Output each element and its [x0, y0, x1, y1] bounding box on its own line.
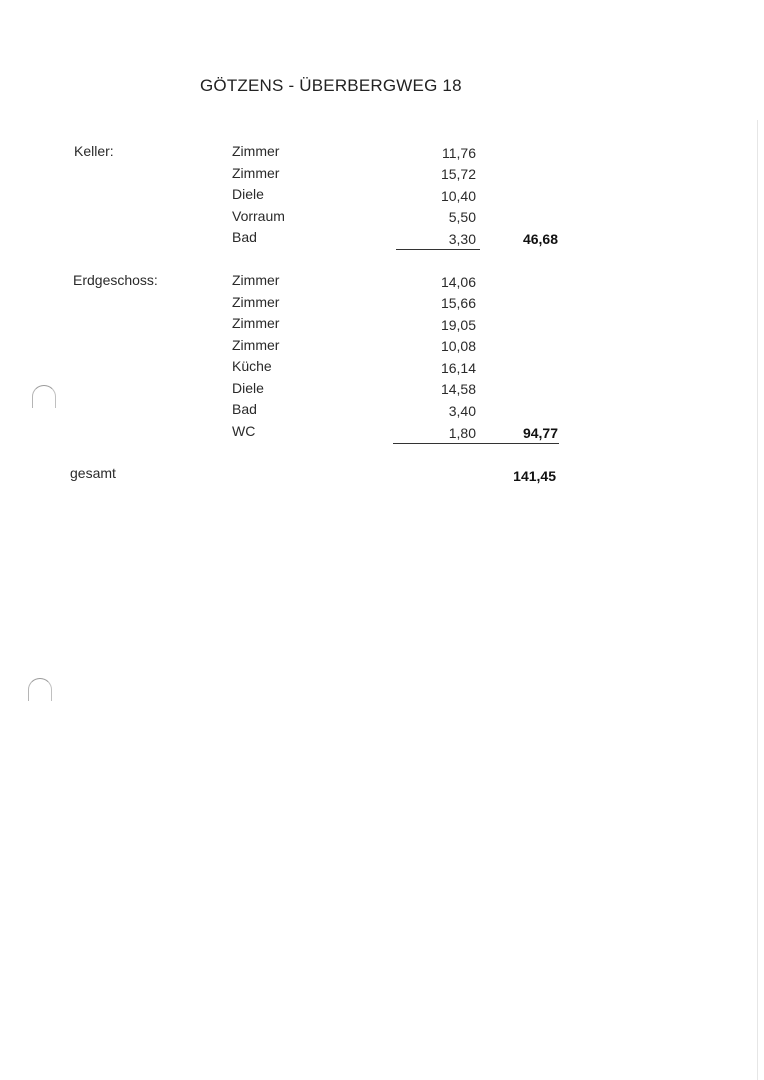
room-area: 10,08 [440, 338, 476, 354]
room-area: 5,50 [448, 209, 476, 225]
room-name: Diele [232, 380, 264, 396]
room-area: 1,80 [448, 425, 476, 441]
room-name: Zimmer [232, 165, 280, 181]
room-name: Diele [232, 186, 264, 202]
room-area: 3,30 [448, 231, 476, 247]
room-name: Bad [232, 401, 257, 417]
section-subtotal: 46,68 [522, 231, 558, 247]
room-name: Küche [232, 358, 272, 374]
section-label: Erdgeschoss: [73, 272, 158, 288]
sum-underline [393, 443, 559, 444]
punch-hole-mark [28, 678, 52, 701]
room-area: 14,06 [440, 274, 476, 290]
punch-hole-mark [32, 385, 56, 408]
room-area: 14,58 [440, 381, 476, 397]
room-area: 19,05 [440, 317, 476, 333]
section-label: Keller: [74, 143, 114, 159]
total-value: 141,45 [513, 468, 556, 484]
room-name: Zimmer [232, 143, 280, 159]
room-name: Zimmer [232, 272, 280, 288]
room-area: 15,66 [440, 295, 476, 311]
room-area: 3,40 [448, 403, 476, 419]
room-area: 16,14 [440, 360, 476, 376]
room-name: Bad [232, 229, 257, 245]
room-name: Zimmer [232, 337, 280, 353]
room-name: Zimmer [232, 315, 280, 331]
room-name: WC [232, 423, 256, 439]
sum-underline [396, 249, 480, 250]
room-area: 11,76 [442, 145, 476, 161]
room-name: Zimmer [232, 294, 280, 310]
section-subtotal: 94,77 [522, 425, 558, 441]
room-area: 15,72 [440, 166, 476, 182]
document-title: GÖTZENS - ÜBERBERGWEG 18 [200, 76, 462, 95]
page-edge-line [757, 120, 758, 1080]
room-area: 10,40 [440, 188, 476, 204]
room-name: Vorraum [232, 208, 285, 224]
total-label: gesamt [70, 465, 116, 481]
